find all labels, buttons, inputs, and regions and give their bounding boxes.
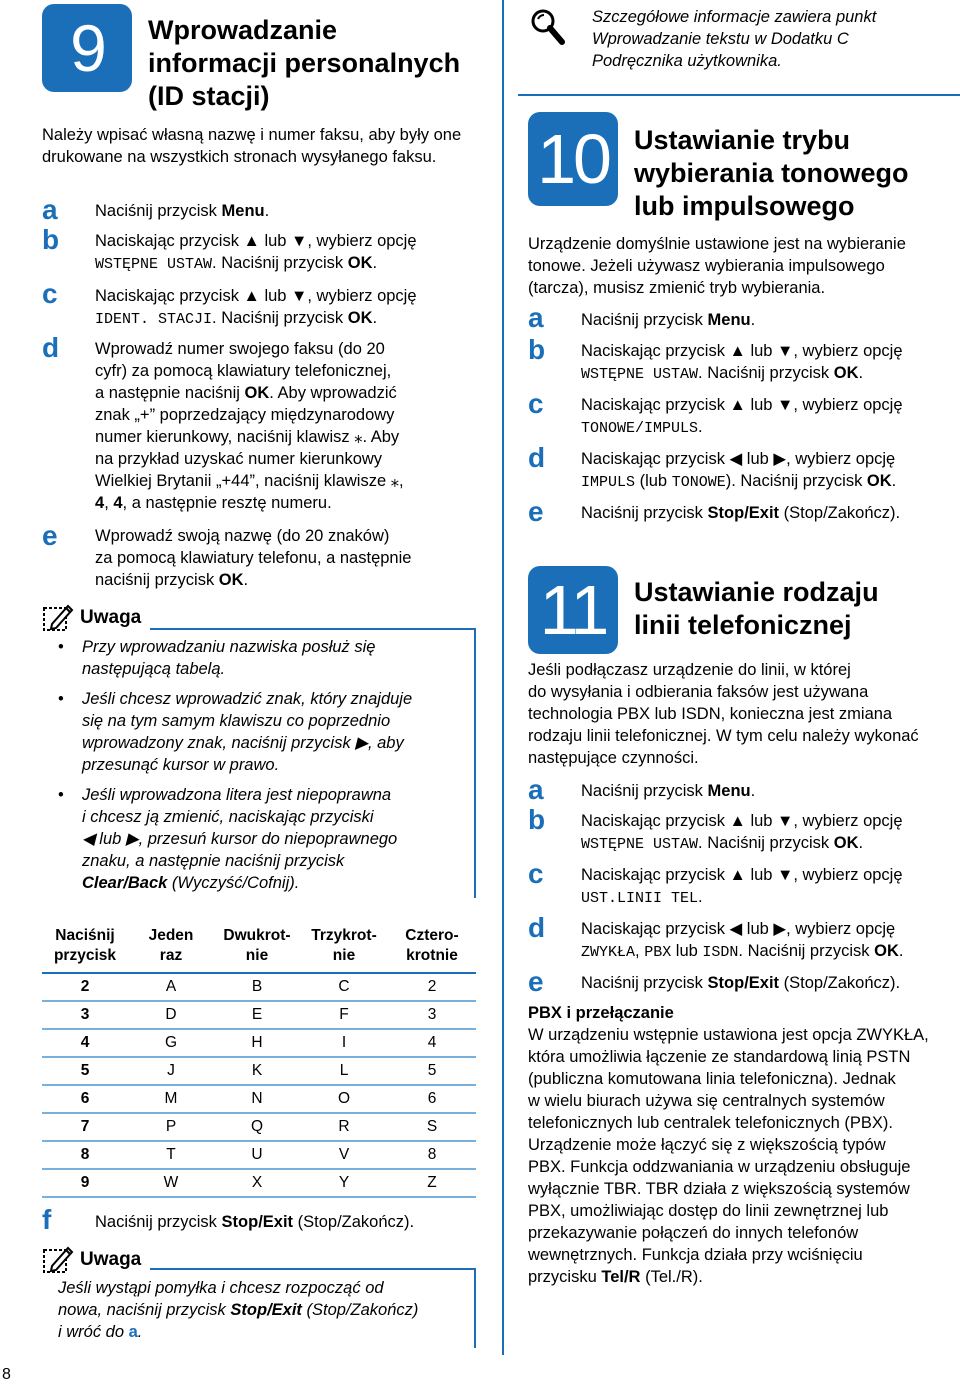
step-11-intro xyxy=(528,659,919,769)
menu-option: WSTĘPNE USTAW xyxy=(95,256,213,273)
text: (lub xyxy=(635,472,672,490)
step-9-title xyxy=(148,14,460,113)
text-line: Jeśli podłączasz urządzenie do linii, w której xyxy=(528,661,851,679)
table-cell: T xyxy=(128,1141,214,1169)
step-10-letter-c: c xyxy=(528,388,544,419)
text: . xyxy=(750,782,756,800)
text: Trzykrot- xyxy=(311,926,377,944)
table-cell: H xyxy=(214,1029,300,1057)
step-10-number-box xyxy=(528,112,618,206)
table-cell: W xyxy=(128,1169,214,1197)
step-10-title-line-2: wybierania tonowego xyxy=(634,158,909,188)
text-line: wyłącznie TBR. TBR działa z większością systemów xyxy=(528,1180,910,1198)
menu-key: Menu xyxy=(221,202,265,220)
step-11-number: 11 xyxy=(539,571,607,649)
text-line: znak „+” poprzedzający międzynarodowy xyxy=(95,406,395,424)
note-1-header xyxy=(42,602,141,634)
text-line: Wielkiej Brytanii „+44”, naciśnij klawisze ⁎, xyxy=(95,472,404,490)
step-9-letter-a: a xyxy=(42,194,58,225)
text: . xyxy=(698,888,703,906)
text: . xyxy=(372,254,378,272)
step-10-title-line-3: lub impulsowego xyxy=(634,191,855,221)
text: Naciśnij xyxy=(55,926,115,944)
text: , a następnie resztę numeru. xyxy=(122,494,332,512)
stop-exit-key: Stop/Exit xyxy=(707,504,780,522)
table-row xyxy=(42,1001,476,1029)
text-line: Urządzenie domyślnie ustawione jest na wybieranie xyxy=(528,235,906,253)
text-line: PBX, umożliwiając dostęp do linii zewnętrznej lub xyxy=(528,1202,889,1220)
text-line: Wprowadzanie tekstu w Dodatku C xyxy=(592,30,849,48)
text: raz xyxy=(159,946,183,964)
pbx-body xyxy=(528,1024,960,1288)
table-cell: F xyxy=(300,1001,388,1029)
step-9-d-text xyxy=(95,338,495,514)
text-line xyxy=(581,832,903,856)
table-cell: X xyxy=(214,1169,300,1197)
table-cell: Z xyxy=(388,1169,476,1197)
header-cell xyxy=(214,919,300,973)
text: . xyxy=(750,311,756,329)
text: . xyxy=(698,418,703,436)
text: a następnie naciśnij xyxy=(95,384,245,402)
text: Naciskając przycisk ▲ lub ▼, wybierz opcję xyxy=(581,342,903,360)
text-line: Przy wprowadzaniu nazwiska posłuż się xyxy=(82,638,376,656)
text-line: numer kierunkowy, naciśnij klawisz ⁎. Aby xyxy=(95,428,400,446)
text-line: rodzaju linii telefonicznej. W tym celu należy wykonać xyxy=(528,727,919,745)
text-line: znaku, a następnie naciśnij przycisk xyxy=(82,852,345,870)
text: . xyxy=(891,472,897,490)
text-line: W urządzeniu wstępnie ustawiona jest opcja ZWYKŁA, xyxy=(528,1026,929,1044)
menu-option: IMPULS xyxy=(581,474,636,491)
text-line xyxy=(58,1299,470,1321)
step-11-letter-a: a xyxy=(528,774,544,805)
table-cell: J xyxy=(128,1057,214,1085)
text: . Naciśnij przycisk xyxy=(212,254,348,272)
key-4: 4 xyxy=(113,494,123,512)
menu-key: Menu xyxy=(707,311,751,329)
text-line: Urządzenie może łączyć się z większością typów xyxy=(528,1136,886,1154)
ok-key: OK xyxy=(347,309,373,327)
step-10-letter-a: a xyxy=(528,302,544,333)
table-cell: L xyxy=(300,1057,388,1085)
step-10-letter-e: e xyxy=(528,496,544,527)
page-number: 8 xyxy=(2,1366,11,1383)
header-cell xyxy=(300,919,388,973)
text-line: technologia PBX lub ISDN, konieczna jest zmiana xyxy=(528,705,893,723)
table-cell: M xyxy=(128,1085,214,1113)
bullet-dot: • xyxy=(58,786,64,804)
step-11-title-line-1: Ustawianie rodzaju xyxy=(634,577,879,607)
step-9-b-text xyxy=(95,230,495,276)
header-cell xyxy=(128,919,214,973)
table-cell: B xyxy=(214,973,300,1001)
text-line xyxy=(581,416,903,440)
table-row xyxy=(42,1113,476,1141)
step-9-number: 9 xyxy=(70,11,104,85)
menu-key: Menu xyxy=(707,782,751,800)
text-line xyxy=(528,1266,960,1288)
step-9-number-box xyxy=(42,4,132,92)
text-line xyxy=(95,382,495,404)
text: Cztero- xyxy=(405,926,459,944)
menu-option: PBX xyxy=(644,944,672,961)
text-line: która umożliwia łączenie ze standardową linią PSTN xyxy=(528,1048,911,1066)
text-line xyxy=(581,362,903,386)
text-line xyxy=(58,1321,470,1343)
ok-key: OK xyxy=(874,942,899,960)
step-11-d-text xyxy=(581,918,903,964)
text: (Tel./R). xyxy=(640,1268,703,1286)
text-line: Szczegółowe informacje zawiera punkt xyxy=(592,8,877,26)
text-line: przesunąć kursor w prawo. xyxy=(82,756,280,774)
stop-exit-key: Stop/Exit xyxy=(221,1213,294,1231)
text-line xyxy=(581,886,903,910)
text-line: następującą tabelą. xyxy=(82,660,226,678)
text-line: za pomocą klawiatury telefonu, a następnie xyxy=(95,549,412,567)
table-cell: P xyxy=(128,1113,214,1141)
table-row xyxy=(42,1057,476,1085)
text-line: Wprowadź swoją nazwę (do 20 znaków) xyxy=(95,527,390,545)
bullet-dot: • xyxy=(58,638,64,656)
step-11-letter-d: d xyxy=(528,912,546,943)
step-9-letter-b: b xyxy=(42,224,60,255)
step-10-title-line-1: Ustawianie trybu xyxy=(634,125,851,155)
step-10-letter-b: b xyxy=(528,334,546,365)
table-cell: 9 xyxy=(42,1169,128,1197)
text: . xyxy=(264,202,270,220)
table-header-row xyxy=(42,919,476,973)
text: , xyxy=(104,494,114,512)
text: przycisku xyxy=(528,1268,602,1286)
step-11-letter-e: e xyxy=(528,966,544,997)
step-11-c-text xyxy=(581,864,903,910)
table-cell: 7 xyxy=(42,1113,128,1141)
step-11-b-text xyxy=(581,810,903,856)
note-pencil-icon xyxy=(42,1244,74,1276)
table-cell: A xyxy=(128,973,214,1001)
text: (Wyczyść/Cofnij). xyxy=(167,874,300,892)
text: (Stop/Zakończ). xyxy=(293,1213,415,1231)
step-10-intro xyxy=(528,233,906,299)
text: . xyxy=(858,834,864,852)
text: . xyxy=(137,1323,143,1341)
ok-key: OK xyxy=(218,571,244,589)
menu-option: TONOWE xyxy=(671,474,726,491)
text-line xyxy=(95,492,495,514)
step-9-title-line-3: (ID stacji) xyxy=(148,81,270,111)
table-cell: 2 xyxy=(42,973,128,1001)
note-2-label: Uwaga xyxy=(80,1249,142,1270)
text-line: (tarcza), musisz zmienić tryb wybierania. xyxy=(528,279,826,297)
note-2-header xyxy=(42,1244,141,1276)
step-9-title-line-2: informacji personalnych xyxy=(148,48,461,78)
table-cell: Q xyxy=(214,1113,300,1141)
note-2-side-rule xyxy=(474,1268,476,1348)
text-line: do wysyłania i odbierania faksów jest używana xyxy=(528,683,869,701)
column-divider xyxy=(502,0,504,1355)
ok-key: OK xyxy=(866,472,892,490)
step-11-e-text xyxy=(581,972,900,994)
note-1-label: Uwaga xyxy=(80,607,142,628)
note-pencil-icon xyxy=(42,602,74,634)
note-2-top-rule xyxy=(150,1268,475,1270)
step-9-f-text xyxy=(95,1211,414,1233)
text-line: wewnętrznych. Funkcja działa przy wciśnięciu xyxy=(528,1246,863,1264)
text-line: się na tym samym klawiszu co poprzednio xyxy=(82,712,391,730)
character-table xyxy=(42,919,476,1198)
table-cell: V xyxy=(300,1141,388,1169)
text-line xyxy=(95,252,495,276)
table-row xyxy=(42,1141,476,1169)
ok-key: OK xyxy=(833,834,859,852)
text-line: ◀ lub ▶, przesuń kursor do niepoprawnego xyxy=(82,830,398,848)
step-10-e-text xyxy=(581,502,900,524)
text: . xyxy=(372,309,378,327)
table-cell: O xyxy=(300,1085,388,1113)
step-9-c-text xyxy=(95,285,495,331)
text-line: przekazywanie połączeń do innych telefonów xyxy=(528,1224,859,1242)
text: naciśnij przycisk xyxy=(95,571,219,589)
header-cell xyxy=(42,919,128,973)
text-line xyxy=(581,470,896,494)
text: (Stop/Zakończ). xyxy=(779,974,901,992)
table-cell: 3 xyxy=(42,1001,128,1029)
table-row xyxy=(42,1029,476,1057)
text: Naciśnij przycisk xyxy=(581,974,708,992)
step-11-a-text xyxy=(581,780,755,802)
text: ). Naciśnij przycisk xyxy=(725,472,867,490)
menu-option: ZWYKŁA xyxy=(581,944,636,961)
clear-back-key: Clear/Back xyxy=(82,874,168,892)
text: , xyxy=(635,942,645,960)
text: Naciskając przycisk ▲ lub ▼, wybierz opcję xyxy=(95,232,417,250)
step-11-letter-c: c xyxy=(528,858,544,889)
step-10-c-text xyxy=(581,394,903,440)
text: . Naciśnij przycisk xyxy=(738,942,875,960)
ok-key: OK xyxy=(833,364,859,382)
table-cell: N xyxy=(214,1085,300,1113)
text: (Stop/Zakończ) xyxy=(301,1301,419,1319)
bullet-dot: • xyxy=(58,690,64,708)
step-10-a-text xyxy=(581,309,755,331)
table-cell: K xyxy=(214,1057,300,1085)
step-11-number-box xyxy=(528,566,618,654)
text: . Naciśnij przycisk xyxy=(212,309,348,327)
step-9-letter-d: d xyxy=(42,332,60,363)
menu-option: WSTĘPNE USTAW xyxy=(581,366,699,383)
step-9-letter-f: f xyxy=(42,1204,52,1235)
table-cell: Y xyxy=(300,1169,388,1197)
step-10-number: 10 xyxy=(537,120,609,198)
note-2-body xyxy=(58,1277,470,1343)
text: Naciskając przycisk ◀ lub ▶, wybierz opcję xyxy=(581,920,896,938)
text-line: PBX. Funkcja oddzwaniania w urządzeniu obsługuje xyxy=(528,1158,911,1176)
table-cell: 5 xyxy=(42,1057,128,1085)
stop-exit-key: Stop/Exit xyxy=(230,1301,302,1319)
text: Naciskając przycisk ◀ lub ▶, wybierz opcję xyxy=(581,450,896,468)
text-line: (publiczna komutowana linia telefoniczna). Jednak xyxy=(528,1070,896,1088)
table-row xyxy=(42,973,476,1001)
table-cell: I xyxy=(300,1029,388,1057)
text: Jeden xyxy=(148,926,194,944)
text: krotnie xyxy=(406,946,458,964)
text-line: na przykład uzyskać numer kierunkowy xyxy=(95,450,383,468)
text: nie xyxy=(245,946,269,964)
text: . xyxy=(858,364,864,382)
text-line: Jeśli wprowadzona litera jest niepoprawna xyxy=(82,786,392,804)
menu-option: IDENT. STACJI xyxy=(95,311,213,328)
text-line xyxy=(95,307,495,331)
menu-option: ISDN xyxy=(702,944,739,961)
ok-key: OK xyxy=(244,384,270,402)
text-line: Podręcznika użytkownika. xyxy=(592,52,782,70)
step-11-title-line-2: linii telefonicznej xyxy=(634,610,852,640)
table-cell: G xyxy=(128,1029,214,1057)
tip-bottom-rule xyxy=(518,94,960,96)
tip-text xyxy=(592,6,952,72)
text: nowa, naciśnij przycisk xyxy=(58,1301,231,1319)
text-line: wprowadzony znak, naciśnij przycisk ▶, aby xyxy=(82,734,404,752)
text: Naciskając przycisk ▲ lub ▼, wybierz opcję xyxy=(95,287,417,305)
step-11-title xyxy=(634,576,879,642)
step-10-b-text xyxy=(581,340,903,386)
text-line: Wprowadź numer swojego faksu (do 20 xyxy=(95,340,385,358)
text: Naciskając przycisk ▲ lub ▼, wybierz opcję xyxy=(581,866,903,884)
text: Naciśnij przycisk xyxy=(581,311,708,329)
text-line: tonowe. Jeżeli używasz wybierania impulsowego xyxy=(528,257,885,275)
step-9-e-text xyxy=(95,525,495,591)
table-row xyxy=(42,1085,476,1113)
text: Naciskając przycisk ▲ lub ▼, wybierz opcję xyxy=(581,812,903,830)
text-line: cyfr) za pomocą klawiatury telefonicznej, xyxy=(95,362,392,380)
table-cell: 5 xyxy=(388,1057,476,1085)
text: przycisk xyxy=(53,946,117,964)
magnifier-icon xyxy=(528,6,568,46)
table-cell: 6 xyxy=(42,1085,128,1113)
step-9-letter-c: c xyxy=(42,278,58,309)
text: Naciśnij przycisk xyxy=(581,782,708,800)
text: (Stop/Zakończ). xyxy=(779,504,901,522)
step-reference: a xyxy=(128,1323,138,1341)
text: Naciśnij przycisk xyxy=(95,202,222,220)
table-cell: U xyxy=(214,1141,300,1169)
text: i wróć do xyxy=(58,1323,129,1341)
text: . Aby wprowadzić xyxy=(269,384,397,402)
note-1-top-rule xyxy=(150,628,475,630)
step-10-title xyxy=(634,124,909,223)
text-line: i chcesz ją zmienić, naciskając przyciski xyxy=(82,808,374,826)
text-line xyxy=(82,872,397,894)
key-4: 4 xyxy=(95,494,105,512)
step-11-letter-b: b xyxy=(528,804,546,835)
table-cell: C xyxy=(300,973,388,1001)
table-cell: D xyxy=(128,1001,214,1029)
step-9-intro: Należy wpisać własną nazwę i numer faksu, aby były one drukowane na wszystkich stronach wysyłanego faksu. xyxy=(42,126,462,166)
step-9-letter-e: e xyxy=(42,520,58,551)
text: . xyxy=(243,571,249,589)
table-cell: S xyxy=(388,1113,476,1141)
text: lub xyxy=(671,942,703,960)
text-line: w wielu biurach używa się centralnych systemów xyxy=(528,1092,885,1110)
step-10-d-text xyxy=(581,448,896,494)
step-9-title-line-1: Wprowadzanie xyxy=(148,15,338,45)
text-line: Jeśli wystąpi pomyłka i chcesz rozpocząć od xyxy=(58,1279,384,1297)
text: . Naciśnij przycisk xyxy=(698,364,834,382)
text-line: Jeśli chcesz wprowadzić znak, który znajduje xyxy=(82,690,413,708)
table-cell: E xyxy=(214,1001,300,1029)
step-9-a-text xyxy=(95,200,269,222)
tel-r-key: Tel/R xyxy=(601,1268,641,1286)
table-cell: 8 xyxy=(388,1141,476,1169)
text-line xyxy=(581,940,903,964)
pbx-heading: PBX i przełączanie xyxy=(528,1004,674,1022)
menu-option: WSTĘPNE USTAW xyxy=(581,836,699,853)
table-cell: R xyxy=(300,1113,388,1141)
text-line: następujące czynności. xyxy=(528,749,699,767)
table-cell: 2 xyxy=(388,973,476,1001)
text-line: telefonicznych lub centralek telefonicznych (PBX). xyxy=(528,1114,894,1132)
table-cell: 6 xyxy=(388,1085,476,1113)
text: Dwukrot- xyxy=(223,926,291,944)
note-1-side-rule xyxy=(474,628,476,898)
table-cell: 4 xyxy=(42,1029,128,1057)
text-line xyxy=(95,569,495,591)
text: nie xyxy=(332,946,356,964)
menu-option: TONOWE/IMPULS xyxy=(581,420,699,437)
text: Naciśnij przycisk xyxy=(581,504,708,522)
header-cell xyxy=(388,919,476,973)
table-row xyxy=(42,1169,476,1197)
menu-option: UST.LINII TEL xyxy=(581,890,699,907)
text: Naciskając przycisk ▲ lub ▼, wybierz opcję xyxy=(581,396,903,414)
text: Naciśnij przycisk xyxy=(95,1213,222,1231)
table-cell: 8 xyxy=(42,1141,128,1169)
text: . Naciśnij przycisk xyxy=(698,834,834,852)
table-cell: 4 xyxy=(388,1029,476,1057)
stop-exit-key: Stop/Exit xyxy=(707,974,780,992)
ok-key: OK xyxy=(347,254,373,272)
table-cell: 3 xyxy=(388,1001,476,1029)
step-10-letter-d: d xyxy=(528,442,546,473)
text: . xyxy=(898,942,904,960)
